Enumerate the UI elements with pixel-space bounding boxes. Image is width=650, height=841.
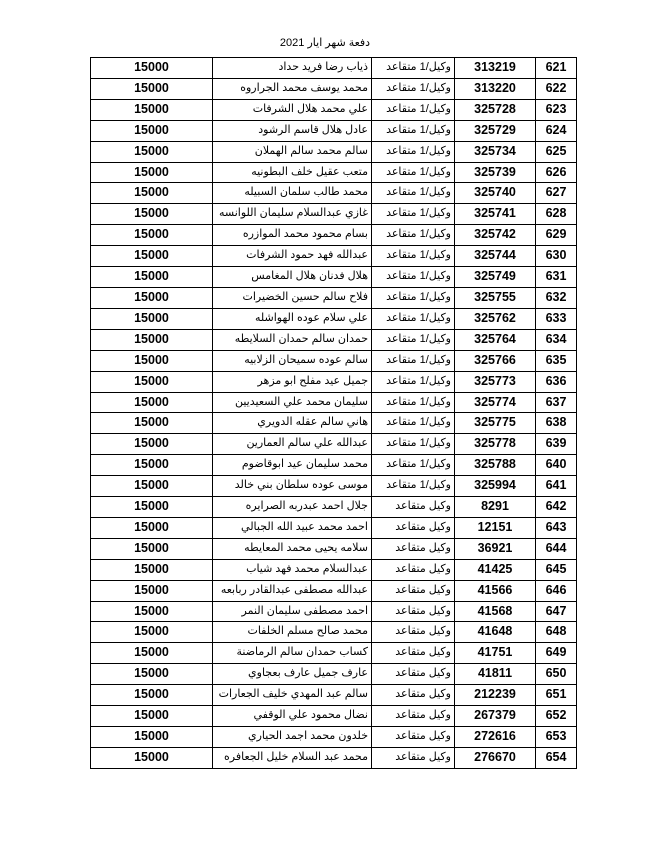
row-number-cell: 633 xyxy=(536,308,577,329)
full-name-cell: سليمان محمد علي السعيديين xyxy=(213,392,372,413)
table-row xyxy=(91,727,577,748)
rank-cell: وكيل/1 متقاعد xyxy=(372,246,455,267)
table-row xyxy=(91,392,577,413)
row-number-cell: 649 xyxy=(536,643,577,664)
rank-cell: وكيل متقاعد xyxy=(372,580,455,601)
row-number-cell: 648 xyxy=(536,622,577,643)
table-row xyxy=(91,204,577,225)
rank-cell: وكيل/1 متقاعد xyxy=(372,183,455,204)
row-number-cell: 621 xyxy=(536,58,577,79)
rank-cell: وكيل متقاعد xyxy=(372,622,455,643)
table-row xyxy=(91,120,577,141)
table-row xyxy=(91,497,577,518)
table-row xyxy=(91,517,577,538)
personnel-id-cell: 325734 xyxy=(455,141,536,162)
full-name-cell: موسى عوده سلطان بني خالد xyxy=(213,476,372,497)
row-number-cell: 631 xyxy=(536,267,577,288)
rank-cell: وكيل/1 متقاعد xyxy=(372,455,455,476)
table-row xyxy=(91,58,577,79)
personnel-id-cell: 325739 xyxy=(455,162,536,183)
rank-cell: وكيل/1 متقاعد xyxy=(372,99,455,120)
rank-cell: وكيل/1 متقاعد xyxy=(372,78,455,99)
full-name-cell: محمد يوسف محمد الجراروه xyxy=(213,78,372,99)
amount-cell: 15000 xyxy=(91,267,213,288)
personnel-id-cell: 41425 xyxy=(455,559,536,580)
row-number-cell: 635 xyxy=(536,350,577,371)
row-number-cell: 645 xyxy=(536,559,577,580)
personnel-id-cell: 325741 xyxy=(455,204,536,225)
full-name-cell: محمد سليمان عيد ابوقاضوم xyxy=(213,455,372,476)
row-number-cell: 651 xyxy=(536,685,577,706)
personnel-id-cell: 313220 xyxy=(455,78,536,99)
full-name-cell: احمد محمد عبيد الله الجبالي xyxy=(213,517,372,538)
rank-cell: وكيل متقاعد xyxy=(372,747,455,768)
full-name-cell: هلال فدنان هلال المغامس xyxy=(213,267,372,288)
amount-cell: 15000 xyxy=(91,246,213,267)
table-row xyxy=(91,622,577,643)
row-number-cell: 630 xyxy=(536,246,577,267)
table-row xyxy=(91,413,577,434)
amount-cell: 15000 xyxy=(91,183,213,204)
amount-cell: 15000 xyxy=(91,78,213,99)
row-number-cell: 646 xyxy=(536,580,577,601)
full-name-cell: محمد طالب سلمان السبيله xyxy=(213,183,372,204)
rank-cell: وكيل/1 متقاعد xyxy=(372,267,455,288)
amount-cell: 15000 xyxy=(91,559,213,580)
personnel-id-cell: 325766 xyxy=(455,350,536,371)
table-row xyxy=(91,685,577,706)
full-name-cell: سالم محمد سالم الهملان xyxy=(213,141,372,162)
full-name-cell: بسام محمود محمد الموازره xyxy=(213,225,372,246)
rank-cell: وكيل متقاعد xyxy=(372,706,455,727)
table-row xyxy=(91,78,577,99)
full-name-cell: علي سلام عوده الهواشله xyxy=(213,308,372,329)
amount-cell: 15000 xyxy=(91,664,213,685)
row-number-cell: 639 xyxy=(536,434,577,455)
amount-cell: 15000 xyxy=(91,580,213,601)
row-number-cell: 638 xyxy=(536,413,577,434)
row-number-cell: 642 xyxy=(536,497,577,518)
full-name-cell: جميل عيد مفلح ابو مزهر xyxy=(213,371,372,392)
full-name-cell: حمدان سالم حمدان السلايطه xyxy=(213,329,372,350)
personnel-id-cell: 12151 xyxy=(455,517,536,538)
personnel-id-cell: 41568 xyxy=(455,601,536,622)
table-row xyxy=(91,329,577,350)
rank-cell: وكيل متقاعد xyxy=(372,685,455,706)
table-row xyxy=(91,287,577,308)
rank-cell: وكيل متقاعد xyxy=(372,517,455,538)
personnel-id-cell: 325773 xyxy=(455,371,536,392)
row-number-cell: 634 xyxy=(536,329,577,350)
row-number-cell: 641 xyxy=(536,476,577,497)
full-name-cell: عبدالله علي سالم العمارين xyxy=(213,434,372,455)
table-row xyxy=(91,643,577,664)
row-number-cell: 624 xyxy=(536,120,577,141)
personnel-id-cell: 272616 xyxy=(455,727,536,748)
table-row xyxy=(91,476,577,497)
table-row xyxy=(91,559,577,580)
full-name-cell: هاني سالم عقله الدويري xyxy=(213,413,372,434)
full-name-cell: علي محمد هلال الشرفات xyxy=(213,99,372,120)
table-row xyxy=(91,580,577,601)
rank-cell: وكيل/1 متقاعد xyxy=(372,434,455,455)
personnel-id-cell: 325994 xyxy=(455,476,536,497)
row-number-cell: 622 xyxy=(536,78,577,99)
rank-cell: وكيل متقاعد xyxy=(372,601,455,622)
amount-cell: 15000 xyxy=(91,329,213,350)
personnel-id-cell: 41566 xyxy=(455,580,536,601)
row-number-cell: 626 xyxy=(536,162,577,183)
personnel-id-cell: 41751 xyxy=(455,643,536,664)
table-row xyxy=(91,183,577,204)
amount-cell: 15000 xyxy=(91,371,213,392)
row-number-cell: 628 xyxy=(536,204,577,225)
personnel-id-cell: 325788 xyxy=(455,455,536,476)
personnel-id-cell: 8291 xyxy=(455,497,536,518)
full-name-cell: محمد عبد السلام خليل الجعافره xyxy=(213,747,372,768)
personnel-id-cell: 325728 xyxy=(455,99,536,120)
full-name-cell: كساب حمدان سالم الرماضنة xyxy=(213,643,372,664)
rank-cell: وكيل متقاعد xyxy=(372,538,455,559)
amount-cell: 15000 xyxy=(91,413,213,434)
table-row xyxy=(91,246,577,267)
row-number-cell: 637 xyxy=(536,392,577,413)
rank-cell: وكيل/1 متقاعد xyxy=(372,350,455,371)
full-name-cell: ذياب رضا فريد حداد xyxy=(213,58,372,79)
full-name-cell: عبدالله مصطفى عبدالقادر ربابعه xyxy=(213,580,372,601)
personnel-id-cell: 325744 xyxy=(455,246,536,267)
full-name-cell: جلال احمد عبدربه الصرايره xyxy=(213,497,372,518)
row-number-cell: 653 xyxy=(536,727,577,748)
full-name-cell: عارف جميل عارف بعجاوي xyxy=(213,664,372,685)
full-name-cell: خلدون محمد اجمد الحياري xyxy=(213,727,372,748)
rank-cell: وكيل/1 متقاعد xyxy=(372,476,455,497)
amount-cell: 15000 xyxy=(91,287,213,308)
amount-cell: 15000 xyxy=(91,497,213,518)
full-name-cell: محمد صالح مسلم الخلفات xyxy=(213,622,372,643)
full-name-cell: سالم عبد المهدي خليف الجعارات xyxy=(213,685,372,706)
amount-cell: 15000 xyxy=(91,601,213,622)
personnel-id-cell: 325742 xyxy=(455,225,536,246)
amount-cell: 15000 xyxy=(91,204,213,225)
table-row xyxy=(91,706,577,727)
amount-cell: 15000 xyxy=(91,706,213,727)
amount-cell: 15000 xyxy=(91,747,213,768)
table-row xyxy=(91,371,577,392)
personnel-id-cell: 313219 xyxy=(455,58,536,79)
personnel-id-cell: 325774 xyxy=(455,392,536,413)
personnel-id-cell: 325778 xyxy=(455,434,536,455)
table-row xyxy=(91,141,577,162)
row-number-cell: 647 xyxy=(536,601,577,622)
personnel-id-cell: 267379 xyxy=(455,706,536,727)
table-row xyxy=(91,267,577,288)
table-row xyxy=(91,747,577,768)
table-row xyxy=(91,225,577,246)
full-name-cell: عبدالسلام محمد فهد شياب xyxy=(213,559,372,580)
amount-cell: 15000 xyxy=(91,120,213,141)
amount-cell: 15000 xyxy=(91,350,213,371)
rank-cell: وكيل/1 متقاعد xyxy=(372,225,455,246)
row-number-cell: 652 xyxy=(536,706,577,727)
personnel-id-cell: 325729 xyxy=(455,120,536,141)
full-name-cell: نضال محمود علي الوقفي xyxy=(213,706,372,727)
amount-cell: 15000 xyxy=(91,308,213,329)
rank-cell: وكيل/1 متقاعد xyxy=(372,371,455,392)
payment-roster-table xyxy=(90,57,577,769)
rank-cell: وكيل/1 متقاعد xyxy=(372,287,455,308)
row-number-cell: 627 xyxy=(536,183,577,204)
full-name-cell: سالم عوده سميحان الزلابيه xyxy=(213,350,372,371)
amount-cell: 15000 xyxy=(91,58,213,79)
amount-cell: 15000 xyxy=(91,476,213,497)
amount-cell: 15000 xyxy=(91,141,213,162)
full-name-cell: سلامه يحيى محمد المعايطه xyxy=(213,538,372,559)
personnel-id-cell: 325764 xyxy=(455,329,536,350)
amount-cell: 15000 xyxy=(91,727,213,748)
page-header: دفعة شهر ايار 2021 xyxy=(279,37,371,49)
table-row xyxy=(91,99,577,120)
rank-cell: وكيل/1 متقاعد xyxy=(372,204,455,225)
personnel-id-cell: 41648 xyxy=(455,622,536,643)
table-row xyxy=(91,538,577,559)
table-row xyxy=(91,350,577,371)
rank-cell: وكيل/1 متقاعد xyxy=(372,329,455,350)
rank-cell: وكيل/1 متقاعد xyxy=(372,58,455,79)
personnel-id-cell: 325749 xyxy=(455,267,536,288)
row-number-cell: 625 xyxy=(536,141,577,162)
table-row xyxy=(91,162,577,183)
amount-cell: 15000 xyxy=(91,434,213,455)
rank-cell: وكيل/1 متقاعد xyxy=(372,392,455,413)
full-name-cell: عبدالله فهد حمود الشرفات xyxy=(213,246,372,267)
rank-cell: وكيل/1 متقاعد xyxy=(372,308,455,329)
amount-cell: 15000 xyxy=(91,162,213,183)
rank-cell: وكيل متقاعد xyxy=(372,727,455,748)
full-name-cell: غازي عبدالسلام سليمان اللوانسه xyxy=(213,204,372,225)
table-row xyxy=(91,601,577,622)
personnel-id-cell: 36921 xyxy=(455,538,536,559)
amount-cell: 15000 xyxy=(91,643,213,664)
personnel-id-cell: 325762 xyxy=(455,308,536,329)
rank-cell: وكيل متقاعد xyxy=(372,497,455,518)
row-number-cell: 654 xyxy=(536,747,577,768)
row-number-cell: 636 xyxy=(536,371,577,392)
rank-cell: وكيل/1 متقاعد xyxy=(372,162,455,183)
row-number-cell: 632 xyxy=(536,287,577,308)
amount-cell: 15000 xyxy=(91,517,213,538)
personnel-id-cell: 325775 xyxy=(455,413,536,434)
personnel-id-cell: 276670 xyxy=(455,747,536,768)
row-number-cell: 640 xyxy=(536,455,577,476)
rank-cell: وكيل/1 متقاعد xyxy=(372,120,455,141)
amount-cell: 15000 xyxy=(91,622,213,643)
personnel-id-cell: 41811 xyxy=(455,664,536,685)
full-name-cell: متعب عقيل خلف البطونيه xyxy=(213,162,372,183)
amount-cell: 15000 xyxy=(91,538,213,559)
amount-cell: 15000 xyxy=(91,99,213,120)
personnel-id-cell: 325740 xyxy=(455,183,536,204)
full-name-cell: عادل هلال قاسم الرشود xyxy=(213,120,372,141)
table-row xyxy=(91,434,577,455)
row-number-cell: 650 xyxy=(536,664,577,685)
row-number-cell: 644 xyxy=(536,538,577,559)
row-number-cell: 623 xyxy=(536,99,577,120)
rank-cell: وكيل متقاعد xyxy=(372,643,455,664)
full-name-cell: احمد مصطفى سليمان النمر xyxy=(213,601,372,622)
amount-cell: 15000 xyxy=(91,392,213,413)
table-row xyxy=(91,455,577,476)
personnel-id-cell: 212239 xyxy=(455,685,536,706)
personnel-id-cell: 325755 xyxy=(455,287,536,308)
rank-cell: وكيل/1 متقاعد xyxy=(372,413,455,434)
amount-cell: 15000 xyxy=(91,225,213,246)
amount-cell: 15000 xyxy=(91,685,213,706)
row-number-cell: 643 xyxy=(536,517,577,538)
row-number-cell: 629 xyxy=(536,225,577,246)
amount-cell: 15000 xyxy=(91,455,213,476)
rank-cell: وكيل متقاعد xyxy=(372,559,455,580)
full-name-cell: فلاح سالم حسين الخضيرات xyxy=(213,287,372,308)
roster-body xyxy=(91,58,577,769)
rank-cell: وكيل متقاعد xyxy=(372,664,455,685)
rank-cell: وكيل/1 متقاعد xyxy=(372,141,455,162)
table-row xyxy=(91,664,577,685)
table-row xyxy=(91,308,577,329)
